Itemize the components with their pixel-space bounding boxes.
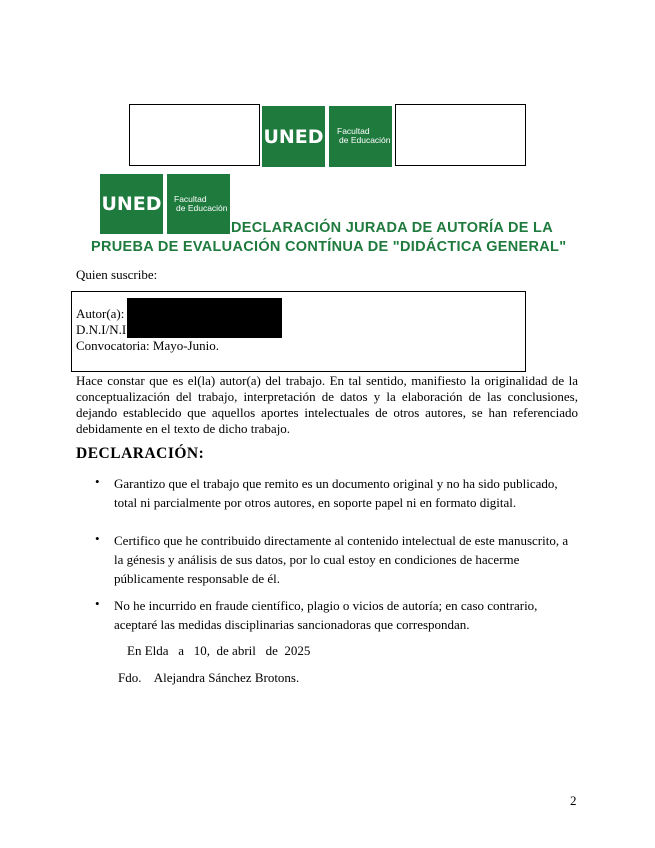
document-title-line1: DECLARACIÓN JURADA DE AUTORÍA DE LA [231, 220, 553, 236]
uned-logo-secondary [100, 174, 163, 234]
declaration-heading: DECLARACIÓN: [76, 445, 205, 462]
uned-logo [262, 106, 325, 167]
faculty-logo [329, 106, 392, 167]
bullet-item-1: Garantizo que el trabajo que remito es un documento original y no ha sido publicado, total ni parcialmente por otros autores, en soporte papel ni en formato digital. [114, 476, 558, 510]
bullet-item-2: Certifico que he contribuido directamente al contenido intelectual de este manuscrito, a la génesis y análisis de sus datos, por lo cual estoy en condiciones de hacerme públicamente responsable de él. [114, 533, 569, 586]
dni-label: D.N.I/N.I [76, 322, 127, 337]
bullet-marker-2: • [95, 531, 100, 546]
document-title-line2: PRUEBA DE EVALUACIÓN CONTÍNUA DE "DIDÁCTICA GENERAL" [91, 239, 567, 255]
faculty-logo-secondary-line1: Facultad [174, 194, 207, 204]
faculty-logo-line1: Facultad [337, 126, 370, 136]
faculty-logo-line2: de Educación [339, 135, 391, 146]
intro-text: Quien suscribe: [76, 267, 158, 282]
signature-line: Fdo. Alejandra Sánchez Brotons. [118, 670, 300, 685]
place-date: En Elda a 10, de abril de 2025 [127, 643, 311, 658]
statement-paragraph: Hace constar que es el(la) autor(a) del trabajo. En tal sentido, manifiesto la originalidad de la conceptualización del trabajo, interpretación de datos y la elaboración de las conclusiones, dejando establecido que aquellos aportes intelectuales de otros autores, se han referenciado debidamente en el texto de dicho trabajo. [76, 373, 578, 436]
header-empty-box-left [129, 104, 260, 166]
page-number: 2 [570, 793, 577, 808]
bullet-marker-1: • [95, 474, 100, 489]
faculty-logo-secondary-line2: de Educación [176, 203, 228, 214]
faculty-logo-secondary [167, 174, 230, 234]
author-label: Autor(a): [76, 306, 125, 321]
convocatoria-text: Convocatoria: Mayo-Junio. [76, 338, 219, 353]
redaction-block [127, 298, 282, 338]
header-empty-box-right [395, 104, 526, 166]
uned-logo-secondary-text: UNED [101, 193, 162, 215]
bullet-marker-3: • [95, 596, 100, 611]
uned-logo-text: UNED [263, 125, 324, 148]
bullet-item-3: No he incurrido en fraude científico, plagio o vicios de autoría; en caso contrario, aceptaré las medidas disciplinarias sancionadoras que correspondan. [114, 598, 538, 632]
